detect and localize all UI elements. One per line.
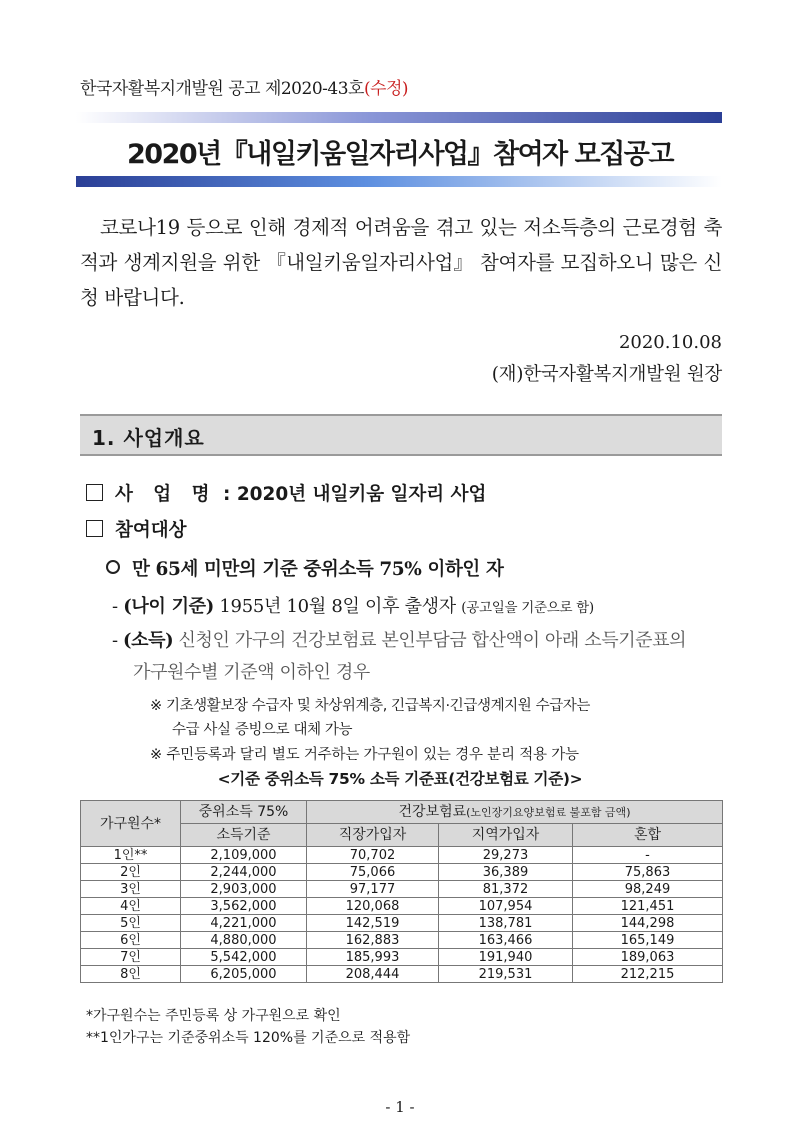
cell-regional: 219,531 [439,966,573,983]
table-row [81,847,723,864]
cell-household: 4인 [81,898,181,915]
dash-mark: - [112,596,124,617]
table-row [81,881,723,898]
header-insurance-label: 건강보험료 [398,803,467,820]
cell-income: 2,903,000 [181,881,307,898]
income-standard-table [80,800,723,983]
table-row [81,864,723,881]
table-row [81,932,723,949]
age-label: (나이 기준) [123,596,214,617]
checkbox-icon [86,484,103,501]
issuing-organization: (재)한국자활복지개발원 원장 [491,364,722,385]
age-criterion [112,592,594,618]
income-criterion [112,626,686,652]
target-item [86,516,186,542]
cell-regional: 29,273 [439,847,573,864]
cell-employee: 97,177 [307,881,439,898]
cell-employee: 185,993 [307,949,439,966]
cell-household: 7인 [81,949,181,966]
age-note: (공고일을 기준으로 함) [461,600,594,616]
project-label: 사 업 명 [115,484,217,505]
project-colon: : [222,484,231,505]
notice-date: 2020.10.08 [618,332,722,353]
cell-household: 3인 [81,881,181,898]
notice-issuer: 한국자활복지개발원 공고 제2020-43호 [80,79,364,99]
dash-mark: - [112,630,124,651]
revision-mark: (수정) [363,79,409,99]
cell-household: 8인 [81,966,181,983]
cell-regional: 191,940 [439,949,573,966]
cell-regional: 163,466 [439,932,573,949]
header-income-bottom: 소득기준 [181,824,307,847]
cell-mixed: 144,298 [573,915,723,932]
notice-number [80,74,408,99]
table-caption: <기준 중위소득 75% 소득 기준표(건강보험료 기준)> [217,770,583,788]
footnote-single-household: **1인가구는 기준중위소득 120%를 기준으로 적용함 [86,1030,411,1046]
target-bullet [106,555,503,581]
cell-mixed: 165,149 [573,932,723,949]
cell-employee: 70,702 [307,847,439,864]
checkbox-icon [86,520,103,537]
title-bar-bottom [76,176,722,187]
income-text-line2: 가구원수별 기준액 이하인 경우 [133,662,370,683]
income-label: (소득) [123,630,174,651]
cell-household: 1인** [81,847,181,864]
cell-mixed: - [573,847,723,864]
header-mixed: 혼합 [573,824,723,847]
cell-income: 2,244,000 [181,864,307,881]
cell-employee: 75,066 [307,864,439,881]
note-recipients-line2: 수급 사실 증빙으로 대체 가능 [172,722,353,738]
cell-income: 4,880,000 [181,932,307,949]
cell-income: 2,109,000 [181,847,307,864]
cell-income: 3,562,000 [181,898,307,915]
income-text-line1: 신청인 가구의 건강보험료 본인부담금 합산액이 아래 소득기준표의 [173,630,687,651]
cell-regional: 36,389 [439,864,573,881]
title-bar-top [76,112,722,123]
cell-mixed: 189,063 [573,949,723,966]
header-insurance-note: (노인장기요양보험료 불포함 금액) [466,805,631,819]
cell-regional: 138,781 [439,915,573,932]
circle-bullet-icon [106,560,120,574]
cell-income: 4,221,000 [181,915,307,932]
cell-mixed: 98,249 [573,881,723,898]
cell-mixed: 121,451 [573,898,723,915]
section-title: 1. 사업개요 [92,426,205,450]
cell-regional: 81,372 [439,881,573,898]
header-employee: 직장가입자 [307,824,439,847]
target-bullet-text: 만 65세 미만의 기준 중위소득 75% 이하인 자 [132,559,504,580]
cell-household: 5인 [81,915,181,932]
target-label: 참여대상 [115,520,187,541]
document-title: 2020년『내일키움일자리사업』참여자 모집공고 [127,139,673,170]
table-row [81,898,723,915]
cell-mixed: 75,863 [573,864,723,881]
intro-text: 코로나19 등으로 인해 경제적 어려움을 겪고 있는 저소득층의 근로경험 축적과 생계지원을 위한 『내일키움일자리사업』 참여자를 모집하오니 많은 신청 바랍니다. [80,216,722,309]
page-number: - 1 - [385,1098,415,1116]
header-regional: 지역가입자 [439,824,573,847]
cell-income: 6,205,000 [181,966,307,983]
intro-paragraph [80,210,722,315]
header-income-top: 중위소득 75% [181,801,307,824]
cell-employee: 208,444 [307,966,439,983]
cell-regional: 107,954 [439,898,573,915]
header-insurance [307,801,723,824]
cell-employee: 142,519 [307,915,439,932]
note-recipients-line1: ※ 기초생활보장 수급자 및 차상위계층, 긴급복지·긴급생계지원 수급자는 [150,698,591,714]
header-household: 가구원수* [81,801,181,847]
note-separate-residence: ※ 주민등록과 달리 별도 거주하는 가구원이 있는 경우 분리 적용 가능 [150,747,579,763]
cell-income: 5,542,000 [181,949,307,966]
cell-household: 6인 [81,932,181,949]
footnote-household: *가구원수는 주민등록 상 가구원으로 확인 [86,1008,341,1024]
table-row [81,949,723,966]
cell-household: 2인 [81,864,181,881]
project-name-item [86,480,486,506]
project-value: 2020년 내일키움 일자리 사업 [236,484,487,505]
cell-employee: 162,883 [307,932,439,949]
cell-mixed: 212,215 [573,966,723,983]
table-row [81,915,723,932]
table-row [81,966,723,983]
cell-employee: 120,068 [307,898,439,915]
age-text: 1955년 10월 8일 이후 출생자 [213,596,462,617]
